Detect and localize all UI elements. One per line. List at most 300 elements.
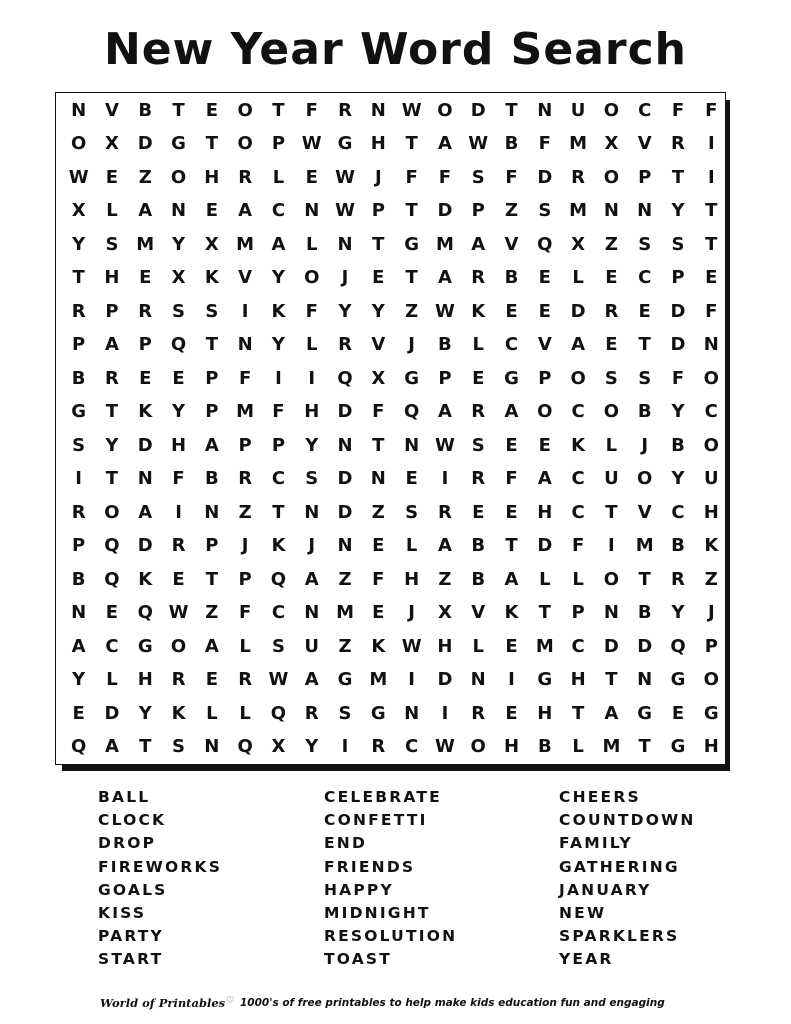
grid-cell: T	[605, 669, 618, 691]
grid-cell: V	[504, 233, 519, 255]
word-list-item: FIREWORKS	[98, 857, 223, 876]
grid-cell: E	[172, 568, 185, 590]
grid-cell: G	[537, 669, 553, 691]
grid-cell: O	[170, 635, 187, 657]
grid-cell: K	[138, 568, 153, 590]
grid-cell: K	[271, 535, 286, 557]
grid-cell: C	[571, 401, 585, 423]
grid-cell: N	[703, 334, 719, 356]
grid-cell: N	[603, 200, 619, 222]
grid-cell: O	[470, 736, 486, 758]
grid-cell: C	[571, 501, 585, 523]
word-list-item: FAMILY	[559, 834, 633, 853]
grid-cell: U	[703, 468, 719, 490]
grid-cell: W	[434, 736, 455, 758]
grid-cell: Q	[104, 535, 120, 557]
grid-cell: T	[638, 568, 651, 590]
grid-cell: J	[241, 535, 249, 557]
grid-cell: Q	[403, 401, 420, 423]
grid-cell: A	[138, 501, 153, 523]
grid-cell: P	[205, 401, 219, 423]
grid-cell: H	[437, 635, 453, 657]
grid-cell: L	[605, 434, 618, 456]
grid-cell: R	[238, 166, 253, 188]
grid-cell: T	[139, 736, 152, 758]
grid-cell: E	[372, 267, 385, 289]
grid-cell: O	[603, 568, 620, 590]
grid-cell: A	[71, 635, 86, 657]
word-list-item: NEW	[559, 903, 607, 922]
grid-cell: O	[104, 501, 120, 523]
grid-cell: V	[238, 267, 253, 289]
grid-cell: T	[372, 434, 385, 456]
word-list-item: CELEBRATE	[324, 788, 442, 806]
grid-cell: O	[703, 434, 719, 456]
grid-cell: P	[438, 367, 452, 389]
grid-cell: L	[272, 166, 285, 188]
grid-cell: A	[271, 233, 286, 255]
word-list-item: KISS	[98, 903, 147, 922]
grid-cell: E	[372, 535, 385, 557]
word-list-item: GOALS	[98, 880, 168, 899]
grid-cell: Q	[270, 568, 287, 590]
grid-cell: D	[337, 468, 353, 490]
grid-cell: A	[204, 434, 219, 456]
grid-cell: X	[71, 200, 86, 222]
grid-cell: P	[704, 635, 718, 657]
grid-cell: S	[405, 501, 419, 523]
grid-cell: S	[638, 233, 652, 255]
grid-cell: A	[304, 568, 319, 590]
grid-cell: L	[472, 635, 484, 657]
grid-cell: X	[604, 133, 619, 155]
word-list-item: CHEERS	[559, 788, 641, 806]
footer-tagline: 1000's of free printables to help make kids education fun and engaging	[240, 997, 665, 1009]
grid-cell: A	[304, 669, 319, 691]
grid-cell: X	[105, 133, 119, 155]
grid-cell: E	[505, 702, 518, 724]
word-list-item: CLOCK	[98, 811, 167, 830]
grid-cell: A	[238, 200, 253, 222]
grid-cell: L	[239, 635, 251, 657]
grid-cell: R	[71, 300, 86, 322]
grid-cell: V	[471, 602, 486, 624]
grid-cell: Q	[137, 602, 153, 624]
grid-cell: O	[570, 367, 586, 389]
grid-cell: W	[434, 300, 455, 322]
grid-cell: E	[405, 468, 418, 490]
grid-cell: V	[637, 501, 652, 523]
grid-cell: E	[505, 300, 518, 322]
grid-cell: R	[671, 568, 685, 590]
grid-cell: S	[471, 166, 485, 188]
grid-cell: A	[104, 736, 119, 758]
word-list-item: MIDNIGHT	[324, 903, 431, 922]
grid-cell: T	[172, 99, 185, 121]
grid-cell: L	[472, 334, 484, 356]
grid-cell: Z	[604, 233, 618, 255]
grid-cell: F	[671, 99, 685, 121]
grid-cell: Z	[438, 568, 452, 590]
grid-cell: D	[670, 300, 686, 322]
grid-cell: T	[372, 233, 385, 255]
grid-cell: G	[703, 702, 719, 724]
grid-cell: T	[72, 267, 85, 289]
grid-cell: H	[137, 669, 153, 691]
grid-cell: T	[505, 99, 518, 121]
grid-cell: T	[105, 468, 119, 490]
grid-cell: J	[641, 434, 649, 456]
grid-cell: D	[137, 434, 153, 456]
grid-cell: P	[271, 434, 286, 456]
heart-icon: ♡	[226, 996, 235, 1006]
footer	[0, 994, 791, 1018]
grid-cell: V	[104, 99, 119, 121]
grid-cell: H	[404, 568, 420, 590]
grid-cell: F	[538, 133, 551, 155]
grid-cell: N	[470, 669, 486, 691]
grid-cell: G	[404, 367, 419, 389]
grid-cell: K	[704, 535, 719, 557]
word-list-item: DROP	[98, 834, 157, 853]
grid-cell: I	[608, 535, 615, 557]
grid-cell: A	[504, 401, 519, 423]
grid-cell: B	[671, 434, 685, 456]
grid-cell: R	[471, 401, 486, 423]
word-list-item: PARTY	[98, 927, 164, 946]
grid-cell: N	[304, 501, 320, 523]
grid-cell: B	[138, 99, 153, 121]
grid-cell: M	[236, 233, 255, 255]
grid-cell: V	[637, 133, 652, 155]
grid-cell: L	[106, 200, 118, 222]
grid-cell: T	[105, 401, 119, 423]
grid-cell: Z	[338, 568, 352, 590]
page-title: New Year Word Search	[103, 24, 688, 75]
word-list-item: BALL	[98, 788, 151, 806]
grid-cell: N	[304, 200, 320, 222]
grid-cell: C	[704, 401, 718, 423]
grid-cell: E	[205, 99, 218, 121]
grid-cell: T	[405, 200, 418, 222]
grid-cell: T	[638, 334, 651, 356]
grid-cell: K	[471, 300, 486, 322]
grid-cell: O	[70, 133, 87, 155]
grid-cell: D	[337, 501, 353, 523]
grid-cell: O	[703, 669, 719, 691]
grid-cell: C	[571, 468, 585, 490]
grid-cell: X	[271, 736, 286, 758]
grid-cell: Y	[671, 468, 685, 490]
grid-cell: D	[570, 300, 586, 322]
grid-cell: F	[305, 300, 318, 322]
grid-cell: P	[538, 367, 552, 389]
grid-cell: M	[635, 535, 654, 557]
grid-cell: D	[137, 535, 153, 557]
grid-cell: Y	[72, 669, 86, 691]
grid-cell: D	[670, 334, 686, 356]
grid-cell: H	[503, 736, 520, 758]
grid-cell: O	[237, 133, 253, 155]
grid-cell: J	[408, 602, 415, 624]
grid-cell: J	[308, 535, 316, 557]
grid-cell: Y	[338, 300, 352, 322]
grid-cell: I	[441, 468, 449, 490]
grid-cell: B	[537, 736, 552, 758]
grid-cell: N	[337, 434, 353, 456]
grid-cell: X	[171, 267, 186, 289]
word-list-item: CONFETTI	[324, 811, 428, 830]
grid-cell: F	[705, 99, 718, 121]
grid-cell: S	[205, 300, 219, 322]
grid-cell: B	[471, 568, 486, 590]
grid-cell: W	[301, 133, 322, 155]
grid-cell: O	[703, 367, 719, 389]
grid-cell: C	[271, 468, 286, 490]
grid-cell: O	[304, 267, 320, 289]
grid-cell: C	[504, 334, 519, 356]
grid-cell: K	[171, 702, 186, 724]
grid-cell: Y	[671, 602, 685, 624]
grid-cell: E	[605, 267, 618, 289]
grid-cell: S	[471, 434, 485, 456]
grid-cell: B	[71, 568, 86, 590]
grid-cell: L	[305, 233, 318, 255]
grid-cell: R	[604, 300, 619, 322]
grid-cell: H	[537, 501, 553, 523]
grid-cell: U	[304, 635, 320, 657]
grid-cell: W	[335, 166, 355, 188]
grid-cell: R	[238, 468, 253, 490]
grid-cell: E	[472, 501, 485, 523]
grid-cell: M	[336, 602, 354, 624]
grid-cell: W	[168, 602, 189, 624]
grid-cell: R	[171, 669, 186, 691]
grid-cell: S	[105, 233, 119, 255]
grid-cell: X	[371, 367, 386, 389]
grid-cell: L	[239, 702, 251, 724]
grid-cell: E	[472, 367, 485, 389]
grid-cell: Q	[270, 702, 287, 724]
grid-cell: C	[271, 200, 286, 222]
grid-cell: C	[271, 602, 286, 624]
grid-cell: P	[238, 568, 252, 590]
grid-cell: Z	[371, 501, 385, 523]
word-list-item: YEAR	[559, 950, 614, 969]
grid-cell: S	[172, 736, 186, 758]
grid-cell: Q	[670, 635, 686, 657]
grid-cell: A	[571, 334, 586, 356]
grid-cell: E	[705, 267, 718, 289]
grid-cell: N	[603, 602, 619, 624]
grid-cell: P	[571, 602, 585, 624]
grid-cell: R	[471, 702, 486, 724]
grid-cell: D	[637, 635, 653, 657]
grid-cell: B	[71, 367, 86, 389]
grid-cell: C	[638, 99, 652, 121]
grid-cell: F	[438, 166, 452, 188]
grid-cell: P	[638, 166, 652, 188]
grid-cell: Y	[172, 233, 186, 255]
grid-cell: Y	[671, 200, 685, 222]
grid-cell: R	[371, 736, 386, 758]
grid-cell: Y	[671, 401, 685, 423]
grid-cell: T	[605, 501, 618, 523]
grid-cell: F	[172, 468, 185, 490]
grid-cell: A	[471, 233, 486, 255]
grid-cell: H	[570, 669, 586, 691]
grid-cell: H	[703, 736, 719, 758]
grid-cell: L	[106, 669, 118, 691]
grid-cell: C	[671, 501, 685, 523]
grid-cell: N	[337, 535, 353, 557]
grid-cell: E	[105, 602, 119, 624]
grid-cell: E	[139, 367, 152, 389]
grid-cell: M	[569, 133, 588, 155]
word-list-column-3	[559, 786, 696, 972]
word-list-item: SPARKLERS	[559, 927, 680, 946]
grid-cell: V	[537, 334, 552, 356]
grid-cell: Z	[504, 200, 519, 222]
letter-grid	[62, 94, 728, 764]
grid-cell: K	[138, 401, 153, 423]
grid-cell: R	[171, 535, 186, 557]
grid-cell: W	[68, 166, 89, 188]
grid-cell: A	[138, 200, 153, 222]
grid-cell: I	[707, 166, 715, 188]
grid-cell: P	[205, 535, 219, 557]
grid-cell: D	[437, 200, 453, 222]
grid-cell: O	[437, 99, 453, 121]
grid-cell: R	[571, 166, 586, 188]
grid-cell: L	[572, 267, 584, 289]
grid-cell: L	[572, 568, 584, 590]
grid-cell: J	[374, 166, 382, 188]
grid-cell: S	[338, 702, 352, 724]
grid-cell: N	[204, 501, 220, 523]
grid-cell: P	[72, 334, 86, 356]
grid-cell: H	[304, 401, 320, 423]
word-list-item: HAPPY	[324, 880, 394, 899]
grid-cell: I	[175, 501, 182, 523]
word-list-item: JANUARY	[559, 880, 652, 899]
grid-cell: R	[71, 501, 86, 523]
grid-cell: B	[204, 468, 219, 490]
grid-cell: C	[105, 635, 119, 657]
grid-cell: I	[75, 468, 82, 490]
grid-cell: N	[404, 702, 420, 724]
grid-cell: G	[337, 669, 353, 691]
word-list-item: FRIENDS	[324, 857, 416, 876]
grid-cell: Y	[305, 434, 319, 456]
grid-cell: I	[341, 736, 349, 758]
grid-cell: B	[671, 535, 685, 557]
grid-cell: Q	[537, 233, 553, 255]
grid-cell: J	[707, 602, 715, 624]
grid-cell: T	[405, 267, 418, 289]
grid-cell: M	[602, 736, 621, 758]
grid-cell: E	[638, 300, 651, 322]
grid-cell: Q	[337, 367, 353, 389]
grid-cell: P	[471, 200, 485, 222]
grid-cell: E	[505, 434, 518, 456]
grid-cell: T	[205, 568, 218, 590]
grid-cell: K	[271, 300, 286, 322]
grid-cell: A	[104, 334, 119, 356]
grid-cell: E	[72, 702, 85, 724]
grid-cell: Q	[170, 334, 187, 356]
grid-cell: X	[204, 233, 219, 255]
grid-cell: K	[371, 635, 386, 657]
grid-cell: N	[370, 99, 386, 121]
grid-cell: N	[404, 434, 420, 456]
grid-cell: K	[204, 267, 219, 289]
grid-cell: T	[205, 334, 218, 356]
grid-cell: P	[72, 535, 86, 557]
grid-cell: O	[537, 401, 553, 423]
grid-cell: N	[171, 200, 187, 222]
grid-cell: E	[538, 300, 551, 322]
grid-cell: O	[237, 99, 253, 121]
grid-cell: Q	[104, 568, 120, 590]
grid-cell: A	[437, 267, 452, 289]
grid-cell: O	[603, 99, 620, 121]
grid-cell: O	[637, 468, 653, 490]
grid-cell: Z	[338, 635, 352, 657]
grid-cell: R	[671, 133, 685, 155]
grid-cell: T	[571, 702, 585, 724]
grid-cell: E	[538, 434, 551, 456]
grid-cell: N	[71, 99, 87, 121]
brand-name: World of Printables	[100, 996, 226, 1010]
grid-cell: F	[238, 367, 252, 389]
grid-cell: W	[335, 200, 355, 222]
grid-cell: X	[571, 233, 586, 255]
grid-cell: H	[171, 434, 187, 456]
grid-cell: E	[172, 367, 185, 389]
grid-cell: B	[471, 535, 486, 557]
grid-cell: I	[308, 367, 316, 389]
grid-cell: F	[705, 300, 718, 322]
grid-cell: F	[405, 166, 418, 188]
word-list-column-1	[98, 786, 222, 972]
grid-cell: A	[604, 702, 619, 724]
grid-cell: S	[72, 434, 86, 456]
grid-cell: S	[638, 367, 652, 389]
grid-cell: R	[138, 300, 153, 322]
grid-cell: C	[571, 635, 585, 657]
grid-cell: P	[138, 334, 152, 356]
word-list-item: RESOLUTION	[324, 927, 458, 946]
grid-cell: A	[504, 568, 519, 590]
grid-cell: M	[369, 669, 388, 691]
grid-cell: G	[404, 233, 419, 255]
grid-cell: U	[604, 468, 619, 490]
grid-cell: R	[304, 702, 319, 724]
grid-cell: O	[603, 166, 620, 188]
grid-cell: A	[537, 468, 552, 490]
grid-cell: D	[104, 702, 120, 724]
grid-cell: G	[171, 133, 186, 155]
grid-cell: N	[370, 468, 386, 490]
grid-cell: D	[470, 99, 486, 121]
grid-cell: G	[337, 133, 353, 155]
grid-cell: B	[438, 334, 452, 356]
grid-cell: L	[206, 702, 218, 724]
grid-cell: I	[441, 702, 449, 724]
grid-cell: H	[204, 166, 220, 188]
grid-cell: G	[670, 669, 686, 691]
